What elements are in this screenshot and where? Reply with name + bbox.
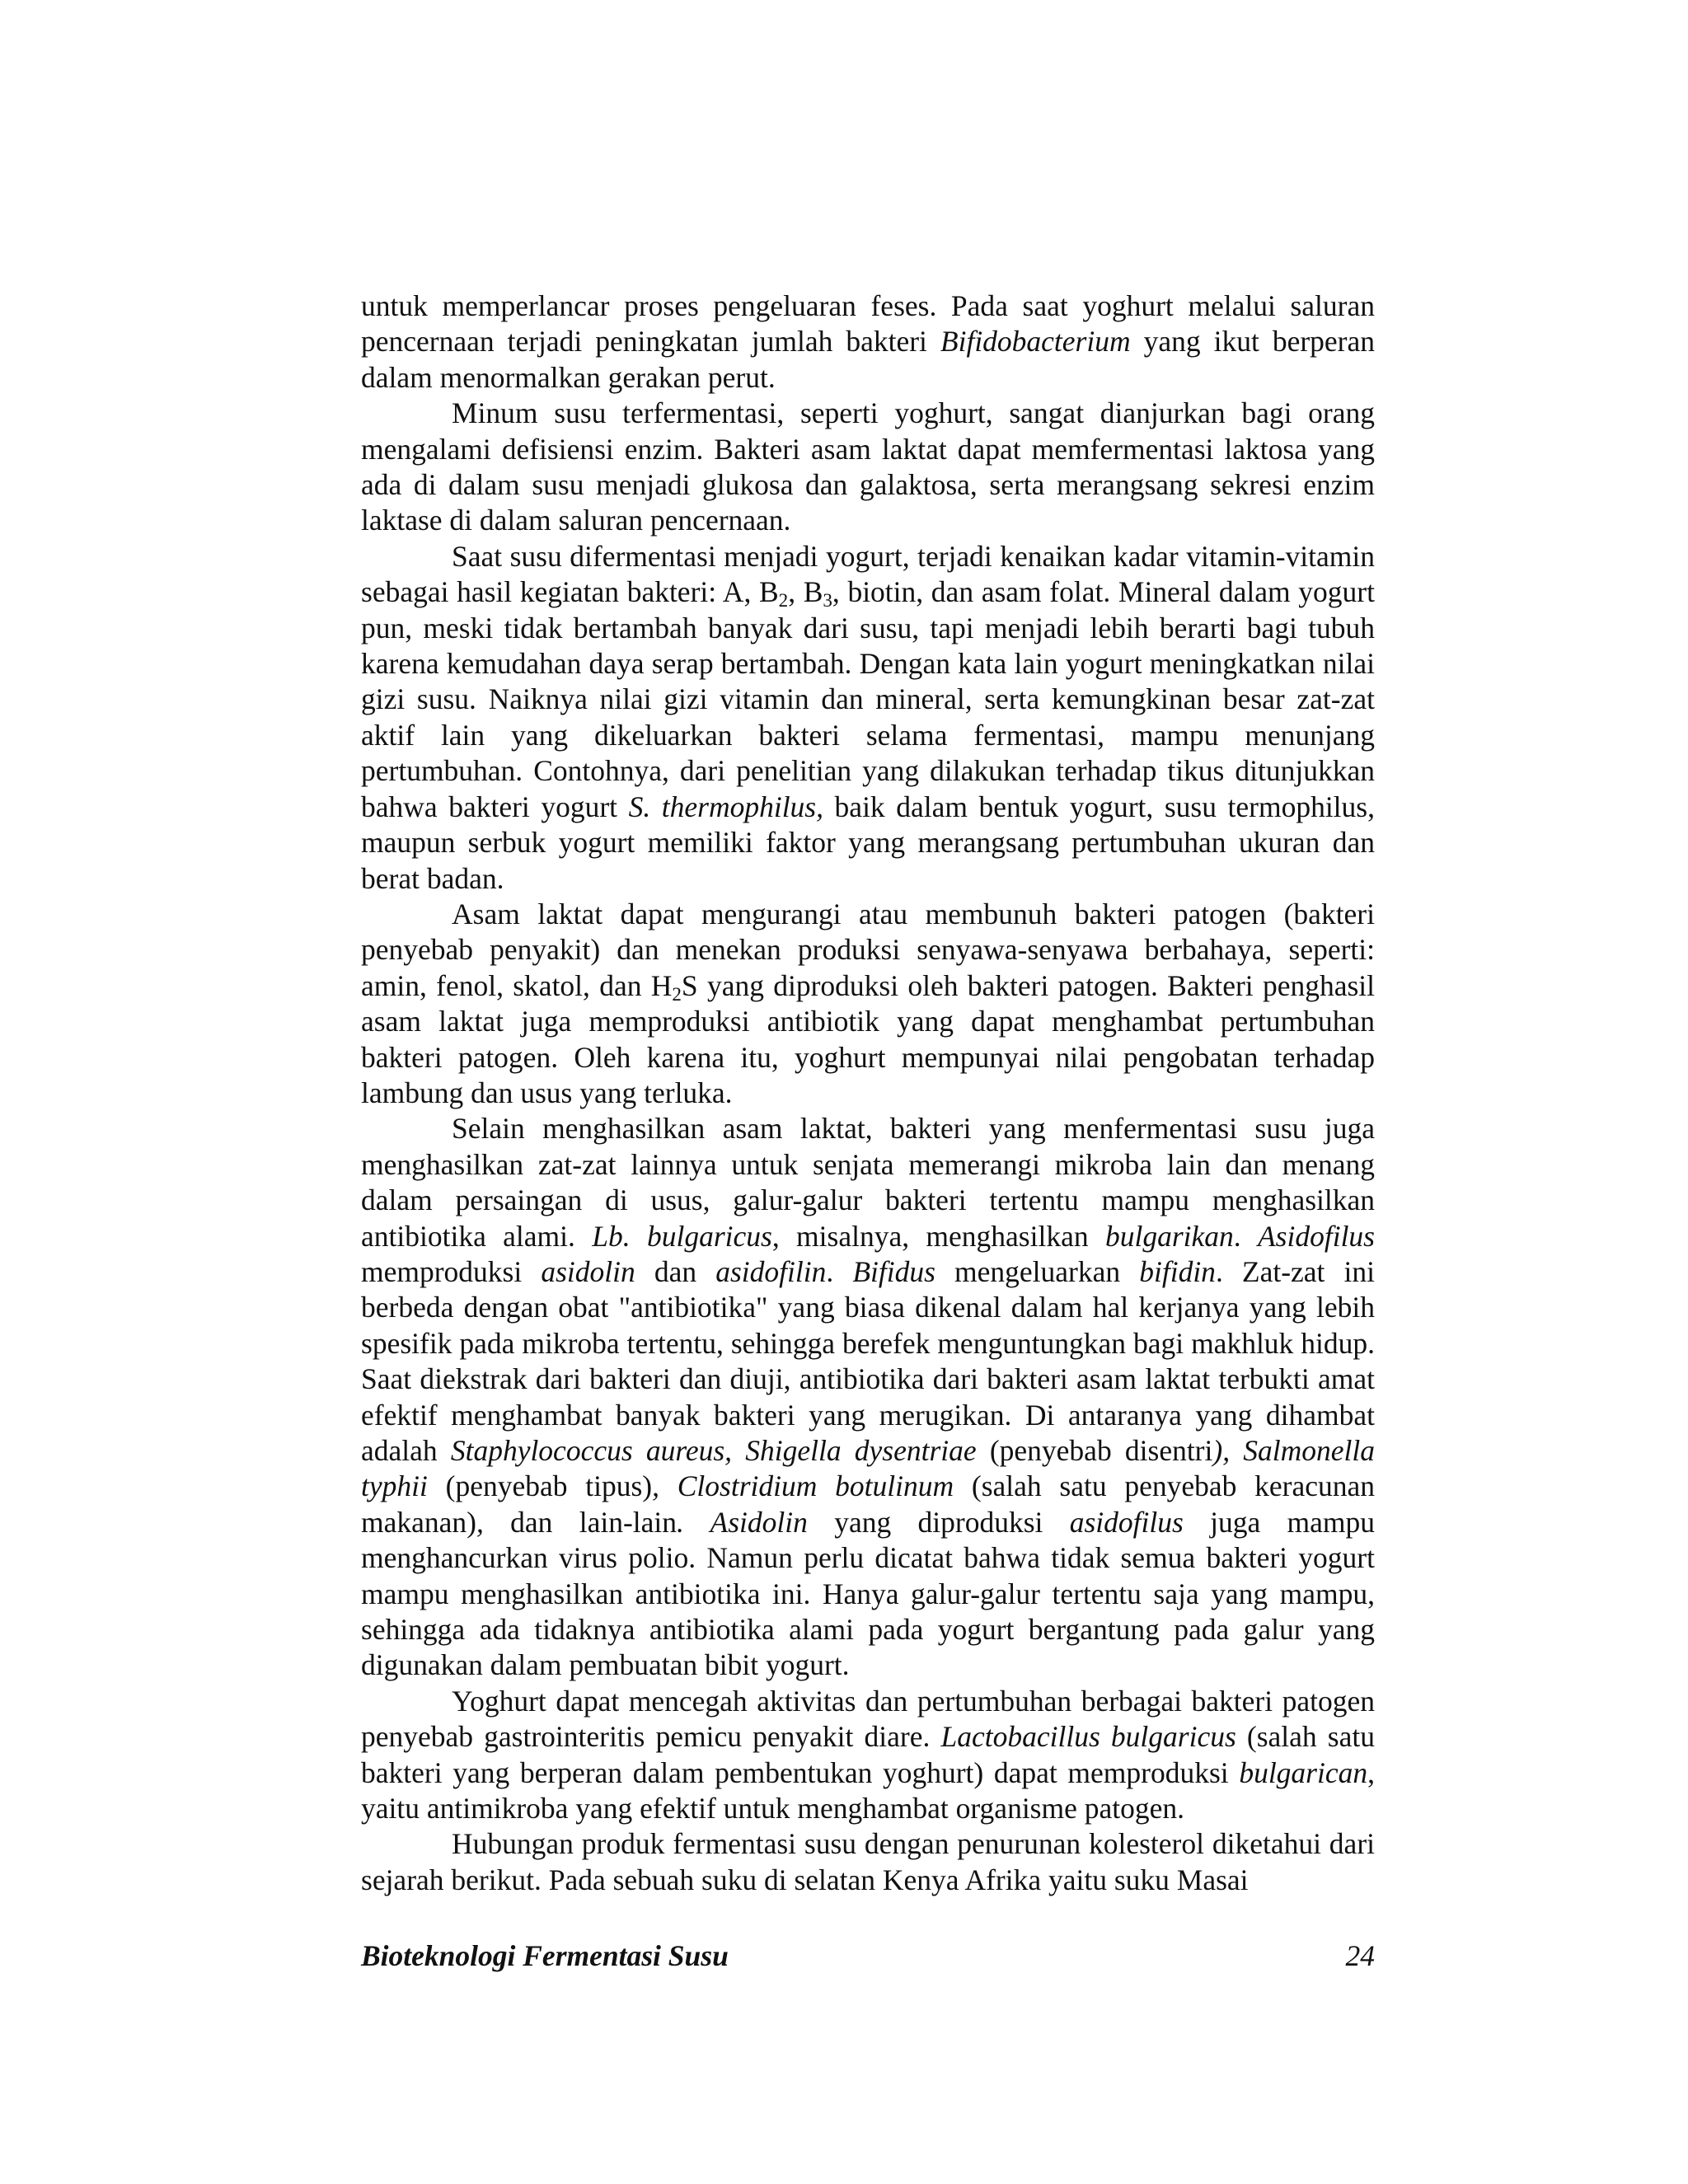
text-run: Asam laktat dapat mengurangi atau membunuh bakteri patogen (bakteri penyebab penyakit) dan menekan produksi senyawa-senyawa berbahaya, seperti: amin, fenol, skatol, dan H — [361, 897, 1375, 1002]
text-run: Hubungan produk fermentasi susu dengan penurunan kolesterol diketahui dari sejarah berikut. Pada sebuah suku di selatan Kenya Afrika yaitu suku Masai — [361, 1827, 1375, 1896]
italic-term: asidolin — [541, 1254, 635, 1288]
text-run: untuk memperlancar proses pengeluaran feses. Pada saat yoghurt melalui saluran pencernaan terjadi peningkatan jumlah bakteri — [361, 289, 1375, 359]
text-run: S yang diproduksi oleh bakteri patogen. Bakteri penghasil asam laktat juga memproduksi antibiotik yang dapat menghambat pertumbuhan bakteri patogen. Oleh karena itu, yoghurt mempunyai nilai pengobatan terhadap lambung dan usus yang terluka. — [361, 968, 1375, 1109]
italic-term: ), Salmonella typhii — [361, 1434, 1375, 1503]
italic-term: Asidofilus — [1257, 1219, 1376, 1253]
text-run: , misalnya, menghasilkan — [771, 1219, 1105, 1253]
subscript: 3 — [823, 589, 832, 612]
text-run: Yoghurt dapat mencegah aktivitas dan pertumbuhan berbagai bakteri patogen penyebab gastrointeritis pemicu penyakit diare. — [361, 1684, 1375, 1754]
italic-term: , — [476, 1505, 484, 1539]
text-run: Minum susu terfermentasi, seperti yoghurt, sangat dianjurkan bagi orang mengalami defisiensi enzim. Bakteri asam laktat dapat memfermentasi laktosa yang ada di dalam susu menjadi glukosa dan galaktosa, serta merangsang sekresi enzim laktase di dalam saluran pencernaan. — [361, 396, 1375, 537]
text-run: memproduksi — [361, 1254, 542, 1288]
subscript: 2 — [778, 589, 789, 612]
text-run: baik dalam bentuk yogurt, susu termophilus, maupun serbuk yogurt memiliki faktor yang merangsang pertumbuhan ukuran dan berat badan. — [361, 790, 1375, 895]
italic-term: S. thermophilus, — [628, 790, 823, 823]
italic-term: Staphylococcus aureus, Shigella dysentriae — [450, 1434, 977, 1467]
text-run: (penyebab tipus) — [427, 1469, 653, 1503]
text-run: dan — [635, 1254, 716, 1288]
page-number: 24 — [1345, 1939, 1375, 1972]
paragraph — [361, 1684, 1375, 1827]
text-run: (salah satu bakteri yang berperan dalam pembentukan yoghurt) dapat memproduksi — [361, 1720, 1375, 1789]
text-run: . — [1233, 1219, 1258, 1253]
text-run: , biotin, dan asam folat. Mineral dalam yogurt pun, meski tidak bertambah banyak dari susu, tapi menjadi lebih berarti bagi tubuh karena kemudahan daya serap bertambah. Dengan kata lain yogurt meningkatkan nilai gizi susu. Naiknya nilai gizi vitamin dan mineral, serta kemungkinan besar zat-zat aktif lain yang dikeluarkan bakteri selama fermentasi, mampu menunjang pertumbuhan. Contohnya, dari penelitian yang dilakukan terhadap tikus ditunjukkan bahwa bakteri yogurt — [361, 575, 1375, 823]
italic-term: bulgarican — [1239, 1755, 1368, 1789]
text-run: . — [826, 1254, 853, 1288]
paragraph — [361, 897, 1375, 1111]
text-run: (salah satu penyebab keracunan makanan) — [361, 1469, 1375, 1539]
footer-book-title: Bioteknologi Fermentasi Susu — [361, 1939, 729, 1972]
text-run: yang ikut berperan dalam menormalkan gerakan perut. — [361, 325, 1375, 394]
paragraph — [361, 1826, 1375, 1898]
text-run: , yaitu antimikroba yang efektif untuk menghambat organisme patogen. — [361, 1755, 1375, 1825]
text-run: . Zat-zat ini berbeda dengan obat "antibiotika" yang biasa dikenal dalam hal kerjanya yang lebih spesifik pada mikroba tertentu, sehingga berefek menguntungkan bagi makhluk hidup. Saat diekstrak dari bakteri dan diuji, antibiotika dari bakteri asam laktat terbukti amat efektif menghambat banyak bakteri yang merugikan. Di antaranya yang dihambat adalah — [361, 1254, 1376, 1467]
italic-term: . Asidolin — [677, 1505, 808, 1539]
paragraph — [361, 288, 1375, 396]
paragraph — [361, 396, 1375, 539]
text-run: , B — [788, 575, 823, 609]
text-run: juga mampu menghancurkan virus polio. Namun perlu dicatat bahwa tidak semua bakteri yogurt mampu menghasilkan antibiotika ini. Hanya galur-galur tertentu saja yang mampu, sehingga ada tidaknya antibiotika alami pada yogurt bergantung pada galur yang digunakan dalam pembuatan bibit yogurt. — [361, 1505, 1376, 1682]
text-run: Saat susu difermentasi menjadi yogurt, terjadi kenaikan kadar vitamin-vitamin sebagai hasil kegiatan bakteri: A, B — [361, 539, 1375, 609]
text-run: yang diproduksi — [807, 1505, 1070, 1539]
italic-term: Lb. bulgaricus — [592, 1219, 772, 1253]
italic-term: , Clostridium botulinum — [652, 1469, 954, 1503]
italic-term: bifidin — [1139, 1254, 1216, 1288]
subscript: 2 — [672, 982, 682, 1005]
italic-term: Lactobacillus bulgaricus — [940, 1720, 1236, 1754]
text-run: Selain menghasilkan asam laktat, bakteri yang menfermentasi susu juga menghasilkan zat-zat lainnya untuk senjata memerangi mikroba lain dan menang dalam persaingan di usus, galur-galur bakteri tertentu mampu menghasilkan antibiotika alami. — [361, 1112, 1375, 1253]
page-body — [361, 288, 1375, 1898]
text-run: mengeluarkan — [935, 1254, 1140, 1288]
italic-term: bulgarikan — [1104, 1219, 1234, 1253]
paragraph — [361, 1111, 1375, 1684]
paragraph — [361, 539, 1375, 897]
text-run: (penyebab disentri — [976, 1434, 1213, 1467]
text-run: dan lain-lain — [483, 1505, 678, 1539]
italic-term: Bifidobacterium — [940, 325, 1131, 359]
page-footer — [361, 1938, 1375, 1974]
italic-term: asidofilin — [715, 1254, 827, 1288]
italic-term: asidofilus — [1069, 1505, 1184, 1539]
italic-term: Bifidus — [852, 1254, 935, 1288]
